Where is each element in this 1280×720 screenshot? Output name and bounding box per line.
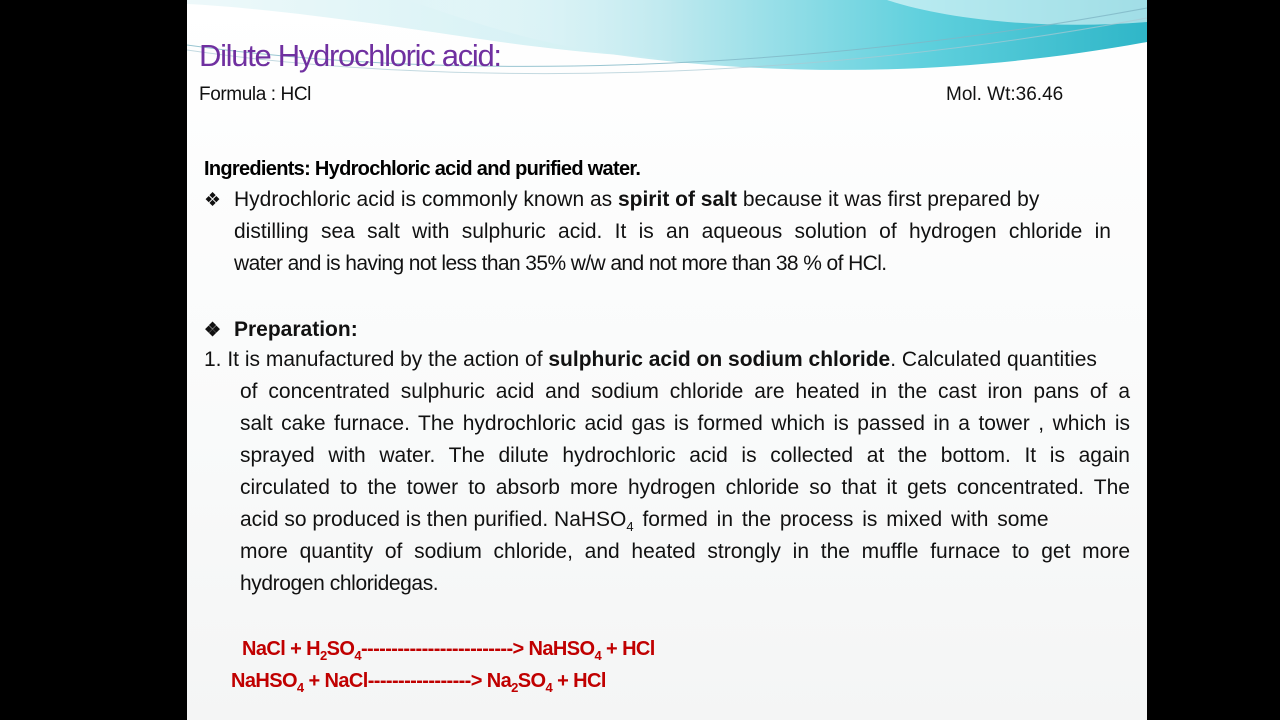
spirit-of-salt-term: spirit of salt (617, 188, 737, 211)
para1-line3: water and is having not less than 35% w/w and not more than 38 % of HCl. (234, 252, 887, 275)
prep-line2: of concentrated sulphuric acid and sodium chloride are heated in the cast iron pans of a (240, 380, 1130, 403)
ingredients-heading: Ingredients: Hydrochloric acid and purified water. (204, 158, 641, 180)
prep-line6: acid so produced is then purified. NaHSO$_4$ formed in the process is mixed with some (240, 508, 1049, 535)
para1-line1: ❖ Hydrochloric acid is commonly known as spirit of salt because it was first prepared by (204, 188, 1040, 211)
equation-1: NaCl + $H_2SO_4------------------------->$ NaHSO$_4$ + HCl (242, 638, 655, 663)
diamond-bullet-icon: ❖ (204, 190, 222, 211)
prep-line1: 1. It is manufactured by the action of sulphuric acid on sodium chloride. Calculated quantities (204, 348, 1097, 371)
molecular-weight: Mol. Wt:36.46 (946, 84, 1064, 105)
preparation-heading: ❖ Preparation: (204, 318, 358, 341)
prep-line3: salt cake furnace. The hydrochloric acid gas is formed which is passed in a tower , which is (240, 412, 1130, 435)
equation-2: NaHSO$_4$ + NaCl-----------------> $Na_2SO_4$ + HCl (231, 670, 606, 695)
slide (187, 0, 1147, 720)
para1-line2: distilling sea salt with sulphuric acid. It is an aqueous solution of hydrogen chloride in (234, 220, 1111, 243)
prep-line7: more quantity of sodium chloride, and heated strongly in the muffle furnace to get more (240, 540, 1130, 563)
formula-label: Formula : HCl (199, 84, 311, 105)
prep-line4: sprayed with water. The dilute hydrochloric acid is collected at the bottom. It is again (240, 444, 1130, 467)
diamond-bullet-icon: ❖ (204, 320, 222, 341)
prep-line8: hydrogen chloridegas. (240, 572, 439, 595)
reaction-term: sulphuric acid on sodium chloride (548, 348, 891, 371)
slide-title: Dilute Hydrochloric acid: (199, 38, 501, 73)
prep-line5: circulated to the tower to absorb more hydrogen chloride so that it gets concentrated. The (240, 476, 1130, 499)
